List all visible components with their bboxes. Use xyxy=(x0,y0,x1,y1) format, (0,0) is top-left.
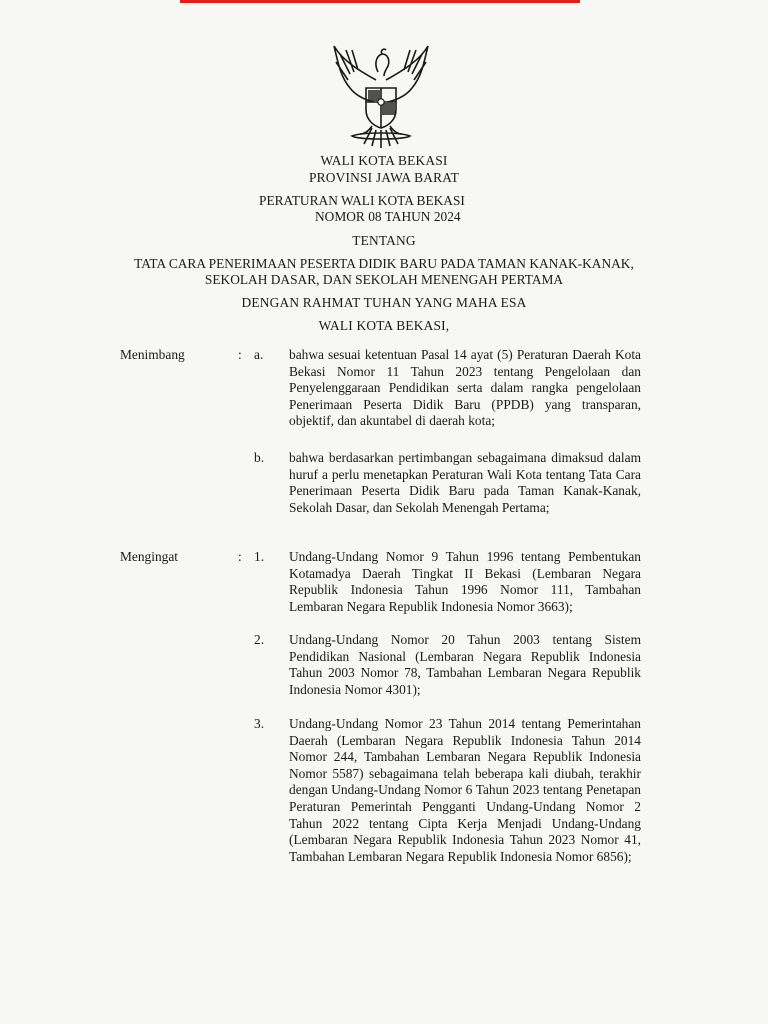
mengingat-label: Mengingat xyxy=(120,549,179,564)
mengingat-colon: : xyxy=(238,549,242,564)
mengingat-item-3-text: Undang-Undang Nomor 23 Tahun 2014 tentang Pemerintahan Daerah (Lembaran Negara Republik Indonesia Tahun 2014 Nomor 244, Tambahan Lembaran Negara Republik Indonesia Nomor 5587) sebagaimana telah beberapa kali diubah, terakhir dengan Undang-Undang Nomor 6 Tahun 2023 tentang Penetapan Peraturan Pemerintah Pengganti Undang-Undang Nomor 2 Tahun 2022 tentang Cipta Kerja Menjadi Undang-Undang (Lembaran Negara Republik Indonesia Tahun 2023 Nomor 41, Tambahan Lembaran Negara Republik Indonesia Nomor 6856); xyxy=(289,716,641,864)
issuer-title-line1: WALI KOTA BEKASI xyxy=(320,153,448,168)
menimbang-item-b-text: bahwa berdasarkan pertimbangan sebagaimana dimaksud dalam huruf a perlu menetapkan Peraturan Wali Kota tentang Tata Cara Penerimaan Peserta Didik Baru pada Taman Kanak-Kanak, Sekolah Dasar, dan Sekolah Menengah Pertama; xyxy=(289,450,641,515)
mengingat-item-1-number: 1. xyxy=(254,549,265,564)
mengingat-item-1-text: Undang-Undang Nomor 9 Tahun 1996 tentang Pembentukan Kotamadya Daerah Tingkat II Bekasi (Lembaran Negara Republik Indonesia Tahun 1996 Nomor 111, Tambahan Lembaran Negara Republik Indonesia Nomor 3663); xyxy=(289,549,641,614)
menimbang-label: Menimbang xyxy=(120,347,185,362)
about-heading: TENTANG xyxy=(352,233,416,248)
issuer-title xyxy=(0,152,768,186)
menimbang-item-a-text: bahwa sesuai ketentuan Pasal 14 ayat (5) Peraturan Daerah Kota Bekasi Nomor 11 Tahun 2023 tentang Pengelolaan dan Penyelenggaraan Pendidikan serta dalam rangka pengelolaan Penerimaan Peserta Didik Baru (PPDB) yang transparan, objektif, dan akuntabel di daerah kota; xyxy=(289,347,641,429)
issuer-signature-heading: WALI KOTA BEKASI, xyxy=(318,318,450,333)
garuda-emblem-icon xyxy=(328,40,434,152)
menimbang-item-a-number: a. xyxy=(254,347,264,362)
top-red-bar xyxy=(180,0,580,3)
mengingat-item-2-text: Undang-Undang Nomor 20 Tahun 2003 tentang Sistem Pendidikan Nasional (Lembaran Negara Republik Indonesia Tahun 2003 Nomor 78, Tambahan Lembaran Negara Republik Indonesia Nomor 4301); xyxy=(289,632,641,697)
mengingat-item-3-number: 3. xyxy=(254,716,265,731)
blessing-line: DENGAN RAHMAT TUHAN YANG MAHA ESA xyxy=(241,295,527,310)
issuer-title-line2: PROVINSI JAWA BARAT xyxy=(308,170,460,185)
regulation-subject-line1: TATA CARA PENERIMAAN PESERTA DIDIK BARU PADA TAMAN KANAK-KANAK, xyxy=(134,256,634,271)
regulation-title-line1: PERATURAN WALI KOTA BEKASI xyxy=(259,193,465,208)
regulation-subject xyxy=(60,256,708,288)
menimbang-item-b-number: b. xyxy=(254,450,265,465)
menimbang-colon: : xyxy=(238,347,242,362)
regulation-subject-line2: SEKOLAH DASAR, DAN SEKOLAH MENENGAH PERTAMA xyxy=(204,272,564,287)
mengingat-item-2-number: 2. xyxy=(254,632,265,647)
regulation-number: NOMOR 08 TAHUN 2024 xyxy=(315,209,461,224)
